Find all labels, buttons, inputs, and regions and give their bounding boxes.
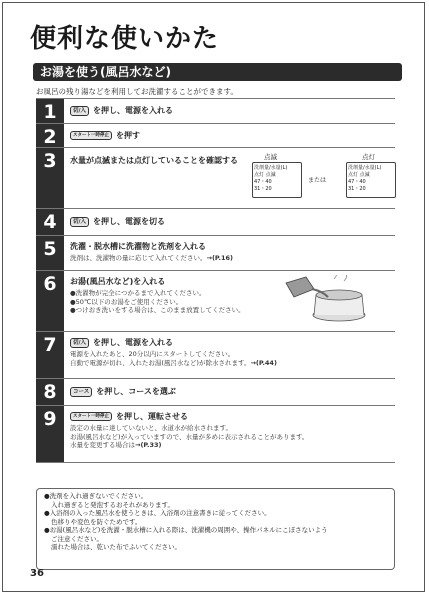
power-key-icon: 切/入 xyxy=(70,217,89,227)
step-main-text: を押し、電源を入れる xyxy=(93,338,174,347)
water-level-lamp-diagram xyxy=(236,150,414,204)
step-number: 2 xyxy=(36,124,64,147)
step-3 xyxy=(36,147,395,208)
step-number: 1 xyxy=(36,99,64,123)
step-7 xyxy=(36,331,395,378)
page-number: 36 xyxy=(30,568,44,579)
step-number: 4 xyxy=(36,209,64,235)
panel-label-b: 点滅 xyxy=(359,172,370,178)
step-6 xyxy=(36,270,395,331)
step-main-text: 洗濯・脱水槽に洗濯物と洗剤を入れる xyxy=(70,242,206,251)
lamp-panel-lit xyxy=(346,162,396,198)
note-line: 入れ過ぎると発泡するおそれがあります。 xyxy=(51,500,174,509)
step-number: 6 xyxy=(36,271,64,331)
step-2 xyxy=(36,123,395,147)
step-sub-text: 洗剤は、洗濯物の量に応じて入れてください。 xyxy=(70,254,207,262)
panel-title: 洗剤量/水量(L) xyxy=(254,165,288,171)
panel-row-1: 47・40 xyxy=(254,179,272,185)
caution-notes-box xyxy=(36,488,395,570)
step-main-text: を押す xyxy=(116,131,140,140)
steps-list xyxy=(36,98,395,463)
step-sub-text: 水量を変更する場合は xyxy=(70,441,135,449)
note-line: 濡れた場合は、乾いた布でふいてください。 xyxy=(51,543,181,551)
step-4 xyxy=(36,208,395,235)
step-9 xyxy=(36,405,395,463)
step-number: 9 xyxy=(36,406,64,462)
step-5 xyxy=(36,235,395,270)
step-main-text: を押し、電源を入れる xyxy=(93,106,174,115)
panel-row-2: 31・20 xyxy=(254,186,272,192)
step-main-text: を押し、運転させる xyxy=(116,412,188,421)
step-sub-text: 設定の水量に達していないと、水道水が給水されます。 xyxy=(70,424,232,432)
step-1 xyxy=(36,98,395,123)
step-sub-text: お湯(風呂水など)が入っていますので、水量が多めに表示されることがあります。 xyxy=(70,432,309,441)
page-title: 便利な使いかた xyxy=(30,24,220,54)
step-main-text: を押し、コースを選ぶ xyxy=(96,387,176,396)
step-main-text: 水量が点滅または点灯していることを確認する xyxy=(70,156,238,165)
start-key-icon: スタート一時停止 xyxy=(70,131,112,140)
panel-label-b: 点滅 xyxy=(265,172,276,178)
step-main-text: を押し、電源を切る xyxy=(93,217,166,226)
step-sub-text: 自動で電源が切れ、入れたお湯(風呂水など)が除水されます。 xyxy=(70,358,251,367)
lit-caption: 点灯 xyxy=(362,153,375,161)
step-number: 3 xyxy=(36,148,64,208)
or-text: または xyxy=(308,177,327,184)
note-line: ●入浴剤の入った風呂水を使うときは、入浴剤の注意書きに従ってください。 xyxy=(44,509,271,517)
step-8 xyxy=(36,378,395,405)
pouring-bucket-illustration xyxy=(284,275,369,323)
section-title: お湯を使う(風呂水など) xyxy=(40,65,171,79)
start-key-icon: スタート一時停止 xyxy=(70,412,112,421)
panel-label-a: 点灯 xyxy=(254,172,265,178)
page-reference: →(P.33) xyxy=(135,441,162,449)
lamp-panel-blink xyxy=(252,162,302,198)
step-number: 5 xyxy=(36,236,64,270)
note-line: ●洗剤を入れ過ぎないでください。 xyxy=(44,492,148,500)
panel-title: 洗剤量/水量(L) xyxy=(348,165,382,171)
step-main-text: お湯(風呂水など)を入れる xyxy=(70,277,166,286)
step-number: 7 xyxy=(36,332,64,378)
panel-label-a: 点灯 xyxy=(348,172,359,178)
note-line: ご注意ください。 xyxy=(51,534,103,543)
page-reference: →(P.44) xyxy=(250,358,277,367)
course-key-icon: コース xyxy=(70,387,92,397)
intro-text: お風呂の残り湯などを利用してお洗濯することができます。 xyxy=(36,87,238,96)
note-line: 色移りや変色を防ぐためです。 xyxy=(51,517,142,526)
power-key-icon: 切/入 xyxy=(70,338,89,348)
note-line: ●お湯(風呂水など)を洗濯・脱水槽に入れる際は、洗濯機の周囲や、操作パネルにこぼさないよう xyxy=(44,526,328,534)
step-bullet: ●洗濯物が完全につかるまで入れてください。 xyxy=(70,289,206,297)
blink-caption: 点滅 xyxy=(264,153,277,161)
step-bullet: ●50℃以下のお湯をご使用ください。 xyxy=(70,297,183,306)
panel-row-1: 47・40 xyxy=(348,179,366,185)
step-bullet: ●つけおき洗いをする場合は、このまま放置してください。 xyxy=(70,306,245,314)
power-key-icon: 切/入 xyxy=(70,106,89,116)
step-number: 8 xyxy=(36,379,64,405)
panel-row-2: 31・20 xyxy=(348,186,366,192)
step-sub-text: 電源を入れたあと、20分以内にスタートしてください。 xyxy=(70,350,235,358)
page-reference: →(P.16) xyxy=(206,254,233,262)
